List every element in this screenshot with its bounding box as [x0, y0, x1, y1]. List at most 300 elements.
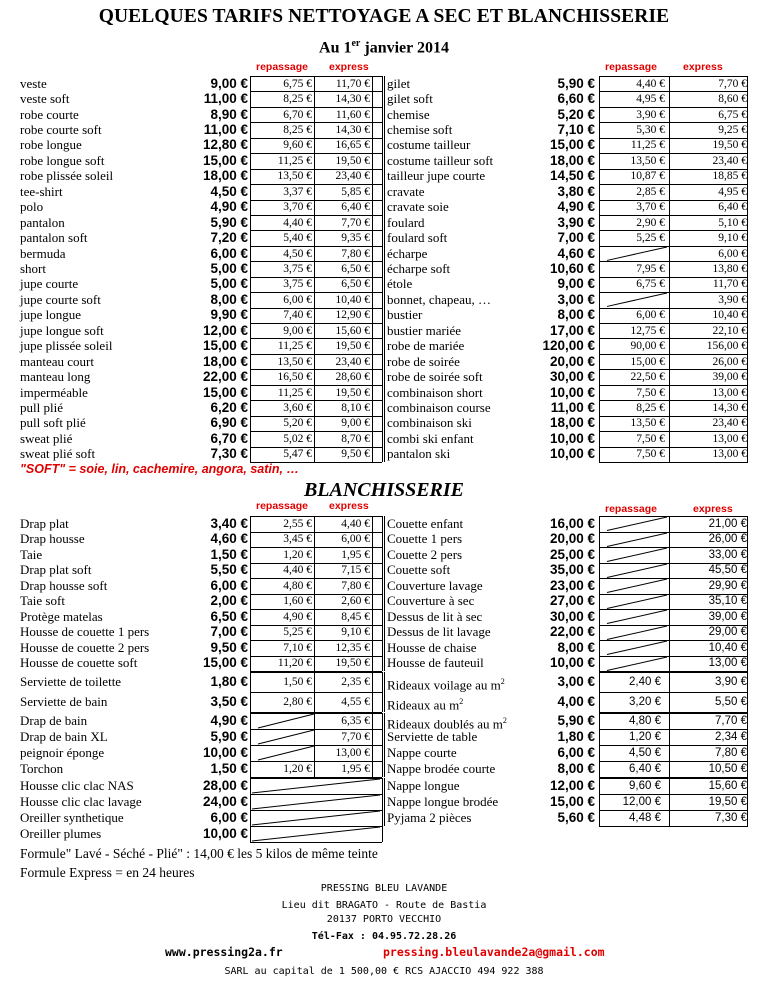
price-cleaning: 3,00 €: [557, 291, 595, 307]
price-row: [20, 200, 382, 214]
price-row: [383, 563, 748, 577]
email-link[interactable]: pressing.bleulavande2a@gmail.com: [383, 945, 605, 959]
price-ironing: 7,40 €: [283, 309, 312, 322]
price-express: 5,50 €: [715, 696, 747, 708]
column-divider: [669, 672, 670, 712]
price-cleaning: 3,90 €: [557, 214, 595, 230]
price-cleaning: 12,00 €: [202, 322, 248, 338]
price-ironing: 5,47 €: [283, 448, 312, 461]
price-ironing: 5,25 €: [283, 626, 312, 639]
price-cleaning: 10,00 €: [549, 446, 595, 462]
price-express: 13,00 €: [712, 432, 747, 445]
item-name: manteau long: [20, 369, 91, 385]
price-cleaning: 15,00 €: [202, 384, 248, 400]
price-row: [383, 762, 748, 776]
laundry-table-bedding: [20, 516, 382, 671]
price-cleaning: 18,00 €: [549, 152, 595, 168]
price-express: 7,80 €: [341, 579, 370, 592]
price-cleaning: 10,00 €: [549, 430, 595, 446]
price-express: 5,85 €: [341, 185, 370, 198]
price-ironing: 5,40 €: [283, 232, 312, 245]
item-name: Nappe brodée courte: [387, 761, 496, 776]
price-ironing: 7,50 €: [636, 448, 665, 461]
price-express: 7,70 €: [341, 216, 370, 229]
price-ironing: 9,00 €: [283, 324, 312, 337]
price-ironing: 1,20 €: [283, 763, 312, 775]
price-row: [20, 185, 382, 199]
price-row: [20, 730, 382, 744]
price-express: 4,48 €: [629, 812, 661, 824]
price-cleaning: 4,60 €: [557, 245, 595, 261]
price-ironing: 5,02 €: [283, 432, 312, 445]
item-name: robe courte soft: [20, 122, 102, 138]
price-row: [383, 324, 748, 338]
item-name: imperméable: [20, 384, 88, 400]
item-name: veste soft: [20, 91, 70, 107]
price-ironing: 3,70 €: [636, 201, 665, 214]
price-ironing: 11,20 €: [277, 657, 312, 670]
column-divider: [669, 778, 670, 826]
price-cleaning: 5,90 €: [557, 75, 595, 91]
item-name: combi ski enfant: [387, 430, 474, 446]
price-express: 19,50 €: [712, 139, 747, 152]
price-ironing: 4,40 €: [636, 77, 665, 90]
item-name: polo: [20, 199, 44, 215]
price-row: [20, 293, 382, 307]
price-ironing: 5,30 €: [636, 124, 665, 137]
price-row: [383, 386, 748, 400]
price-express: 11,70 €: [712, 278, 747, 291]
item-name: Dessus de lit à sec: [387, 608, 483, 624]
price-cleaning: 6,60 €: [557, 91, 595, 107]
column-divider: [314, 516, 315, 671]
price-ironing: 2,90 €: [636, 216, 665, 229]
price-cleaning: 5,60 €: [557, 810, 595, 825]
column-divider: [599, 516, 600, 671]
price-cleaning: 14,50 €: [549, 168, 595, 184]
price-ironing: 13,50 €: [630, 154, 665, 167]
price-row: [20, 401, 382, 415]
price-row: [20, 675, 382, 689]
effective-date: Au 1er janvier 2014: [319, 38, 449, 57]
price-express: 7,70 €: [341, 731, 370, 743]
item-name: short: [20, 261, 46, 276]
price-ironing: 6,70 €: [283, 108, 312, 121]
price-cleaning: 11,00 €: [550, 399, 595, 415]
price-row: [20, 641, 382, 655]
price-ironing: 3,90 €: [636, 108, 665, 121]
price-cleaning: 4,50 €: [210, 183, 248, 199]
price-cleaning: 12,00 €: [549, 778, 595, 793]
price-ironing: 7,50 €: [636, 432, 665, 445]
price-row: [20, 746, 382, 760]
price-cleaning: 18,00 €: [202, 168, 248, 184]
column-divider: [384, 76, 385, 462]
row-divider: [250, 76, 382, 77]
price-row: [383, 795, 748, 809]
price-cleaning: 11,00 €: [203, 91, 248, 107]
price-express: 10,40 €: [335, 293, 370, 306]
price-row: [20, 625, 382, 639]
price-express: 16,65 €: [335, 139, 370, 152]
price-express: 6,75 €: [718, 108, 747, 121]
price-express: 13,80 €: [712, 263, 747, 275]
row-divider: [250, 713, 382, 714]
item-name: sweat plié soft: [20, 446, 96, 462]
price-ironing: 7,50 €: [636, 386, 665, 399]
item-name: Housse de couette soft: [20, 655, 138, 671]
price-express: 6,00 €: [718, 247, 747, 260]
item-name: robe longue: [20, 137, 82, 153]
price-row: [383, 138, 748, 152]
price-row: [383, 779, 748, 793]
price-cleaning: 8,00 €: [210, 291, 248, 307]
price-row: [20, 339, 382, 353]
price-cleaning: 27,00 €: [549, 593, 595, 609]
price-ironing: 1,60 €: [283, 595, 312, 608]
item-name: Serviette de toilette: [20, 674, 122, 689]
item-name: foulard soft: [387, 230, 448, 246]
price-express: 45,50 €: [708, 564, 747, 577]
row-divider: [599, 778, 748, 779]
item-name: veste: [20, 75, 47, 91]
price-row: [20, 138, 382, 152]
column-divider: [599, 672, 600, 712]
item-name: Oreiller plumes: [20, 826, 102, 841]
column-divider: [384, 672, 385, 712]
laundry-table-tablecloths: [383, 778, 748, 826]
price-express: 6,40 €: [718, 201, 747, 214]
price-cleaning: 7,30 €: [210, 446, 248, 462]
price-row: [20, 416, 382, 430]
price-ironing: 3,37 €: [283, 185, 312, 198]
item-name: jupe courte soft: [20, 291, 101, 307]
price-row: [383, 594, 748, 608]
price-ironing: 13,50 €: [277, 355, 312, 368]
price-express: 12,90 €: [335, 309, 370, 322]
col-label-express: express: [329, 61, 369, 73]
price-row: [383, 108, 748, 122]
item-name: Drap housse: [20, 531, 85, 547]
item-name: combinaison short: [387, 384, 483, 400]
price-cleaning: 5,90 €: [210, 729, 248, 744]
price-row: [383, 579, 748, 593]
column-divider: [747, 672, 748, 712]
price-row: [383, 370, 748, 384]
column-divider: [747, 778, 748, 826]
price-ironing: 90,00 €: [630, 340, 665, 353]
company-name: PRESSING BLEU LAVANDE: [320, 883, 448, 894]
price-row: [383, 674, 748, 693]
item-name: Housse clic clac NAS: [20, 778, 134, 793]
superscript: 2: [459, 697, 464, 706]
item-name: robe de soirée soft: [387, 369, 483, 385]
price-row: [20, 262, 382, 276]
price-ironing: 6,75 €: [636, 278, 665, 291]
item-name: jupe plissée soleil: [20, 338, 113, 354]
price-express: 13,00 €: [708, 657, 747, 670]
price-express: 13,00 €: [712, 448, 747, 461]
col-label-repassage: repassage: [605, 503, 657, 515]
price-cleaning: 6,70 €: [210, 430, 248, 446]
price-row: [20, 762, 382, 776]
row-divider: [599, 713, 748, 714]
price-cleaning: 1,80 €: [557, 729, 595, 744]
price-ironing: 4,95 €: [636, 93, 665, 106]
price-ironing: 15,00 €: [630, 355, 665, 368]
price-cleaning: 17,00 €: [549, 322, 595, 338]
price-row: [383, 185, 748, 199]
price-cleaning: 3,80 €: [557, 183, 595, 199]
price-express: 29,90 €: [708, 579, 747, 592]
price-row: [383, 293, 748, 307]
item-name: pantalon ski: [387, 446, 451, 462]
price-row: [20, 532, 382, 546]
item-name: chemise: [387, 106, 430, 122]
price-cleaning: 30,00 €: [549, 369, 595, 385]
price-cleaning: 3,00 €: [557, 674, 595, 689]
price-ironing: 4,40 €: [283, 564, 312, 577]
price-express: 2,60 €: [341, 595, 370, 608]
price-row: [383, 200, 748, 214]
item-name: Couette soft: [387, 562, 451, 578]
price-ironing: 13,50 €: [277, 170, 312, 183]
price-row: [383, 92, 748, 106]
price-cleaning: 6,00 €: [210, 577, 248, 593]
item-name: gilet: [387, 75, 411, 91]
price-express: 29,00 €: [708, 626, 747, 639]
price-express: 9,10 €: [718, 232, 747, 245]
price-row: [383, 548, 748, 562]
price-ironing: 5,25 €: [636, 232, 665, 245]
price-ironing: 3,75 €: [283, 278, 312, 291]
item-name: robe courte: [20, 106, 79, 122]
item-name: Nappe courte: [387, 745, 457, 760]
price-cleaning: 15,00 €: [202, 338, 248, 354]
price-express: 23,40 €: [335, 170, 370, 183]
price-cleaning: 4,90 €: [210, 713, 248, 728]
price-express: 28,60 €: [335, 371, 370, 384]
price-express: 7,80 €: [341, 247, 370, 260]
item-name: robe de soirée: [387, 353, 460, 369]
price-row: [20, 324, 382, 338]
price-ironing: 9,60 €: [283, 139, 312, 152]
price-row: [20, 610, 382, 624]
item-name: cravate: [387, 183, 425, 199]
price-ironing: 1,20 €: [283, 548, 312, 561]
price-cleaning: 7,00 €: [557, 230, 595, 246]
price-cleaning: 10,60 €: [549, 261, 595, 276]
price-express: 8,70 €: [341, 432, 370, 445]
price-cleaning: 7,10 €: [557, 122, 595, 138]
item-name: jupe longue soft: [20, 322, 104, 338]
price-cleaning: 5,00 €: [210, 261, 248, 276]
price-row: [20, 154, 382, 168]
item-name: tailleur jupe courte: [387, 168, 486, 184]
price-row: [20, 695, 382, 709]
price-express: 7,80 €: [715, 747, 747, 759]
price-express: 6,50 €: [341, 278, 370, 291]
price-cleaning: 25,00 €: [549, 546, 595, 562]
price-cleaning: 5,90 €: [210, 214, 248, 230]
column-divider: [314, 713, 315, 777]
price-row: [383, 154, 748, 168]
price-express: 14,30 €: [335, 124, 370, 137]
price-cleaning: 10,00 €: [202, 745, 248, 760]
item-name: Drap plat: [20, 515, 69, 531]
item-name: Drap de bain XL: [20, 729, 108, 744]
price-cleaning: 23,00 €: [549, 577, 595, 593]
price-express: 23,40 €: [335, 355, 370, 368]
col-label-repassage: repassage: [256, 61, 308, 73]
price-row: [383, 339, 748, 353]
price-cleaning: 4,90 €: [210, 199, 248, 215]
price-ironing: 6,00 €: [283, 293, 312, 306]
col-label-express: express: [329, 500, 369, 512]
price-cleaning: 4,60 €: [210, 531, 248, 547]
item-name: pantalon soft: [20, 230, 88, 246]
column-divider: [384, 516, 385, 671]
item-name: bonnet, chapeau, …: [387, 291, 491, 307]
item-name: robe plissée soleil: [20, 168, 114, 184]
price-ironing: 11,25 €: [630, 139, 665, 152]
price-row: [20, 92, 382, 106]
superscript: 2: [502, 716, 507, 725]
item-name: Oreiller synthetique: [20, 810, 124, 825]
price-express: 6,00 €: [341, 533, 370, 546]
price-row: [20, 656, 382, 670]
website-link[interactable]: www.pressing2a.fr: [165, 945, 283, 959]
column-divider: [747, 76, 748, 462]
price-row: [383, 262, 748, 276]
column-divider: [599, 76, 600, 462]
laundry-title: BLANCHISSERIE: [303, 479, 465, 501]
price-express: 2,40 €: [629, 676, 661, 688]
price-ironing: 4,50 €: [283, 247, 312, 260]
price-express: 14,30 €: [712, 401, 747, 414]
column-divider: [250, 672, 251, 712]
price-cleaning: 9,50 €: [210, 639, 248, 655]
price-express: 22,10 €: [712, 324, 747, 337]
column-divider: [372, 713, 373, 777]
price-express: 33,00 €: [708, 548, 747, 561]
price-row: [20, 517, 382, 531]
price-ironing: 11,25 €: [277, 386, 312, 399]
price-row: [383, 123, 748, 137]
price-cleaning: 7,00 €: [210, 624, 248, 640]
price-ironing: 7,10 €: [283, 641, 312, 654]
price-row: [383, 610, 748, 624]
price-ironing: 8,25 €: [636, 401, 665, 414]
item-name: gilet soft: [387, 91, 433, 107]
price-express: 19,50 €: [335, 386, 370, 399]
price-cleaning: 1,80 €: [210, 674, 248, 689]
price-express: 26,00 €: [708, 533, 747, 546]
item-name: Taie soft: [20, 593, 65, 609]
item-name: Drap plat soft: [20, 562, 92, 578]
price-ironing: 2,55 €: [283, 517, 312, 530]
price-express: 7,70 €: [718, 77, 747, 90]
price-express: 13,00 €: [712, 386, 747, 399]
price-row: [20, 216, 382, 230]
price-cleaning: 20,00 €: [549, 531, 595, 547]
price-ironing: 2,80 €: [283, 696, 312, 708]
price-cleaning: 9,00 €: [210, 75, 248, 91]
item-name: combinaison course: [387, 399, 491, 415]
price-row: [383, 169, 748, 183]
price-cleaning: 12,80 €: [202, 137, 248, 153]
price-express: 4,80 €: [629, 715, 661, 727]
item-name: chemise soft: [387, 122, 453, 138]
price-ironing: 4,80 €: [283, 579, 312, 592]
price-cleaning: 4,90 €: [557, 199, 595, 215]
column-divider: [669, 76, 670, 462]
price-express: 7,70 €: [715, 715, 747, 727]
price-express: 15,60 €: [335, 324, 370, 337]
item-name: Couette 1 pers: [387, 531, 463, 547]
column-divider: [747, 713, 748, 777]
price-express: 8,45 €: [341, 610, 370, 623]
price-express: 9,25 €: [718, 124, 747, 137]
column-divider: [250, 76, 251, 462]
item-name: Rideaux doublés au $m^2$: [387, 716, 507, 732]
price-express: 26,00 €: [712, 355, 747, 368]
item-name: costume tailleur: [387, 137, 471, 153]
soft-note: "SOFT" = soie, lin, cachemire, angora, satin, …: [20, 462, 299, 476]
item-name: Dessus de lit lavage: [387, 624, 491, 640]
row-divider: [250, 692, 382, 693]
price-row: [20, 108, 382, 122]
item-name: Pyjama 2 pièces: [387, 810, 472, 825]
column-divider: [314, 76, 315, 462]
price-ironing: 11,25 €: [277, 340, 312, 353]
column-divider: [372, 672, 373, 712]
price-cleaning: 5,50 €: [210, 562, 248, 578]
column-divider: [372, 76, 373, 462]
item-name: bustier mariée: [387, 322, 461, 338]
price-cleaning: 20,00 €: [549, 353, 595, 369]
price-express: 4,55 €: [341, 696, 370, 708]
row-divider: [250, 672, 382, 673]
company-address-city: 20137 PORTO VECCHIO: [326, 914, 442, 925]
price-cleaning: 8,00 €: [557, 307, 595, 323]
price-ironing: 3,75 €: [283, 263, 312, 275]
price-ironing: 13,50 €: [630, 417, 665, 430]
price-cleaning: 5,90 €: [557, 713, 595, 728]
price-row: [383, 641, 748, 655]
price-row: [20, 123, 382, 137]
item-name: pull soft plié: [20, 415, 86, 431]
price-row: [383, 308, 748, 322]
price-express: 9,35 €: [341, 232, 370, 245]
price-row: [383, 77, 748, 91]
dry-cleaning-table-right: [383, 76, 748, 462]
price-row: [383, 694, 748, 713]
item-name: pantalon: [20, 214, 65, 230]
not-available-mark: [252, 827, 380, 841]
price-cleaning: 6,00 €: [210, 810, 248, 825]
price-express: 10,50 €: [708, 763, 747, 775]
item-name: Drap housse soft: [20, 577, 108, 593]
laundry-table-towels: [20, 672, 382, 712]
item-name: Housse de fauteuil: [387, 655, 484, 671]
item-name: tee-shirt: [20, 183, 63, 199]
price-express: 2,35 €: [341, 676, 370, 688]
price-express: 3,90 €: [715, 676, 747, 688]
price-cleaning: 6,20 €: [210, 399, 248, 415]
not-available-mark: [252, 795, 380, 809]
price-cleaning: 5,20 €: [557, 106, 595, 122]
